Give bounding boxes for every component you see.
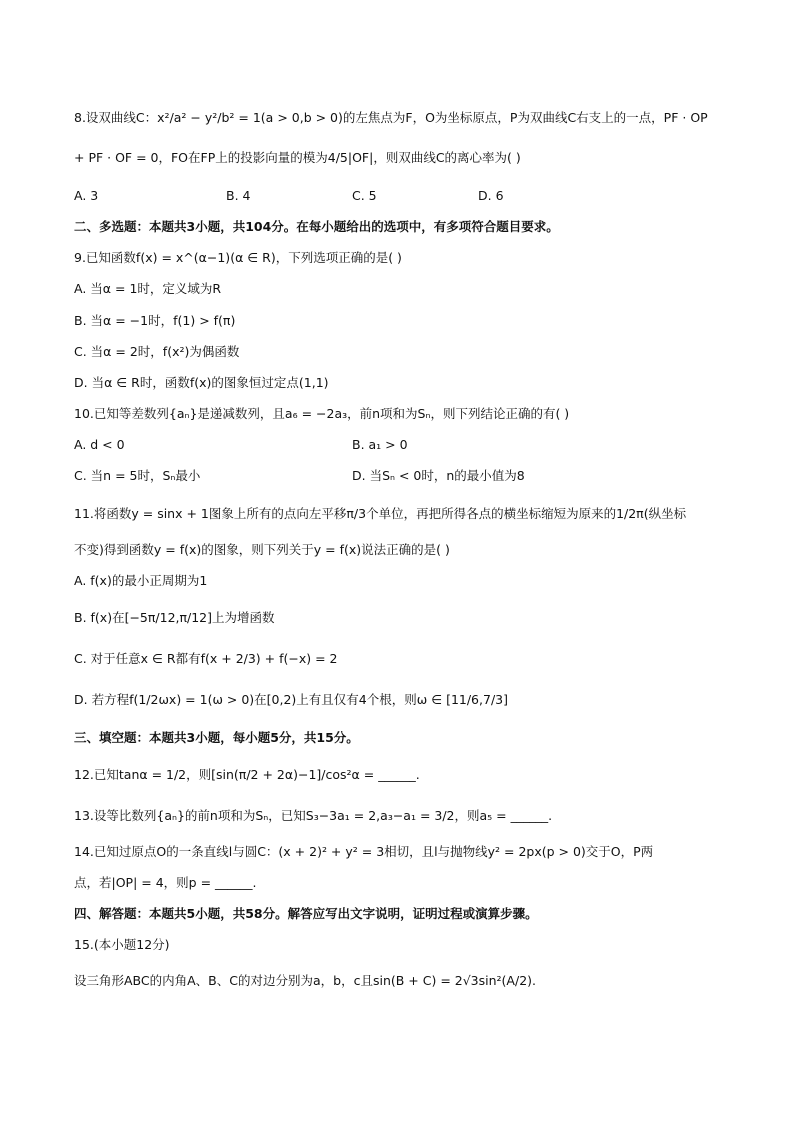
q9-option-b: B. 当α = −1时，f(1) > f(π) — [74, 313, 236, 328]
section-3-heading: 三、填空题：本题共3小题，每小题5分，共15分。 — [74, 730, 359, 745]
q13: 13.设等比数列{aₙ}的前n项和为Sₙ，已知S₃−3a₁ = 2,a₃−a₁ = 3/2，则a₅ = ______. — [74, 808, 553, 823]
q11-option-a: A. f(x)的最小正周期为1 — [74, 573, 208, 588]
q8-option-a: A. 3 — [74, 188, 99, 203]
section-2-heading: 二、多选题：本题共3小题，共104分。在每小题给出的选项中，有多项符合题目要求。 — [74, 219, 559, 234]
section-4-heading: 四、解答题：本题共5小题，共58分。解答应写出文字说明，证明过程或演算步骤。 — [74, 906, 538, 921]
q9-stem: 9.已知函数f(x) = x^(α−1)(α ∈ R)，下列选项正确的是( ) — [74, 250, 402, 265]
q10-option-c: C. 当n = 5时，Sₙ最小 — [74, 468, 201, 483]
q11-line1: 11.将函数y = sinx + 1图象上所有的点向左平移π/3个单位，再把所得各点的横坐标缩短为原来的1/2π(纵坐标 — [74, 506, 687, 521]
q10-option-a: A. d < 0 — [74, 437, 125, 452]
q15-stem: 设三角形ABC的内角A、B、C的对边分别为a，b，c且sin(B + C) = 2√3sin²(A/2). — [74, 973, 536, 988]
q10-stem: 10.已知等差数列{aₙ}是递减数列，且a₆ = −2a₃，前n项和为Sₙ，则下列结论正确的有( ) — [74, 406, 570, 421]
q15-heading: 15.(本小题12分) — [74, 937, 170, 952]
q11-option-b: B. f(x)在[−5π/12,π/12]上为增函数 — [74, 610, 275, 625]
q8-line2: + PF · OF = 0，FO在FP上的投影向量的模为4/5|OF|，则双曲线C的离心率为( ) — [74, 150, 521, 165]
q8-option-b: B. 4 — [226, 188, 251, 203]
q11-line2: 不变)得到函数y = f(x)的图象，则下列关于y = f(x)说法正确的是( ) — [74, 542, 450, 557]
q9-option-a: A. 当α = 1时，定义域为R — [74, 281, 222, 296]
q9-option-c: C. 当α = 2时，f(x²)为偶函数 — [74, 344, 240, 359]
q10-option-b: B. a₁ > 0 — [352, 437, 408, 452]
q11-option-d: D. 若方程f(1/2ωx) = 1(ω > 0)在[0,2)上有且仅有4个根，则ω ∈ [11/6,7/3] — [74, 692, 508, 707]
q8-option-c: C. 5 — [352, 188, 377, 203]
q14-line2: 点，若|OP| = 4，则p = ______. — [74, 875, 257, 890]
q8-line1: 8.设双曲线C：x²/a² − y²/b² = 1(a > 0,b > 0)的左焦点为F，O为坐标原点，P为双曲线C右支上的一点，PF · OP — [74, 110, 708, 125]
q8-option-d: D. 6 — [478, 188, 504, 203]
q10-option-d: D. 当Sₙ < 0时，n的最小值为8 — [352, 468, 525, 483]
q11-option-c: C. 对于任意x ∈ R都有f(x + 2/3) + f(−x) = 2 — [74, 651, 338, 666]
q12: 12.已知tanα = 1/2，则[sin(π/2 + 2α)−1]/cos²α = ______. — [74, 767, 420, 782]
q14-line1: 14.已知过原点O的一条直线l与圆C：(x + 2)² + y² = 3相切，且l与抛物线y² = 2px(p > 0)交于O，P两 — [74, 844, 654, 859]
q9-option-d: D. 当α ∈ R时，函数f(x)的图象恒过定点(1,1) — [74, 375, 329, 390]
